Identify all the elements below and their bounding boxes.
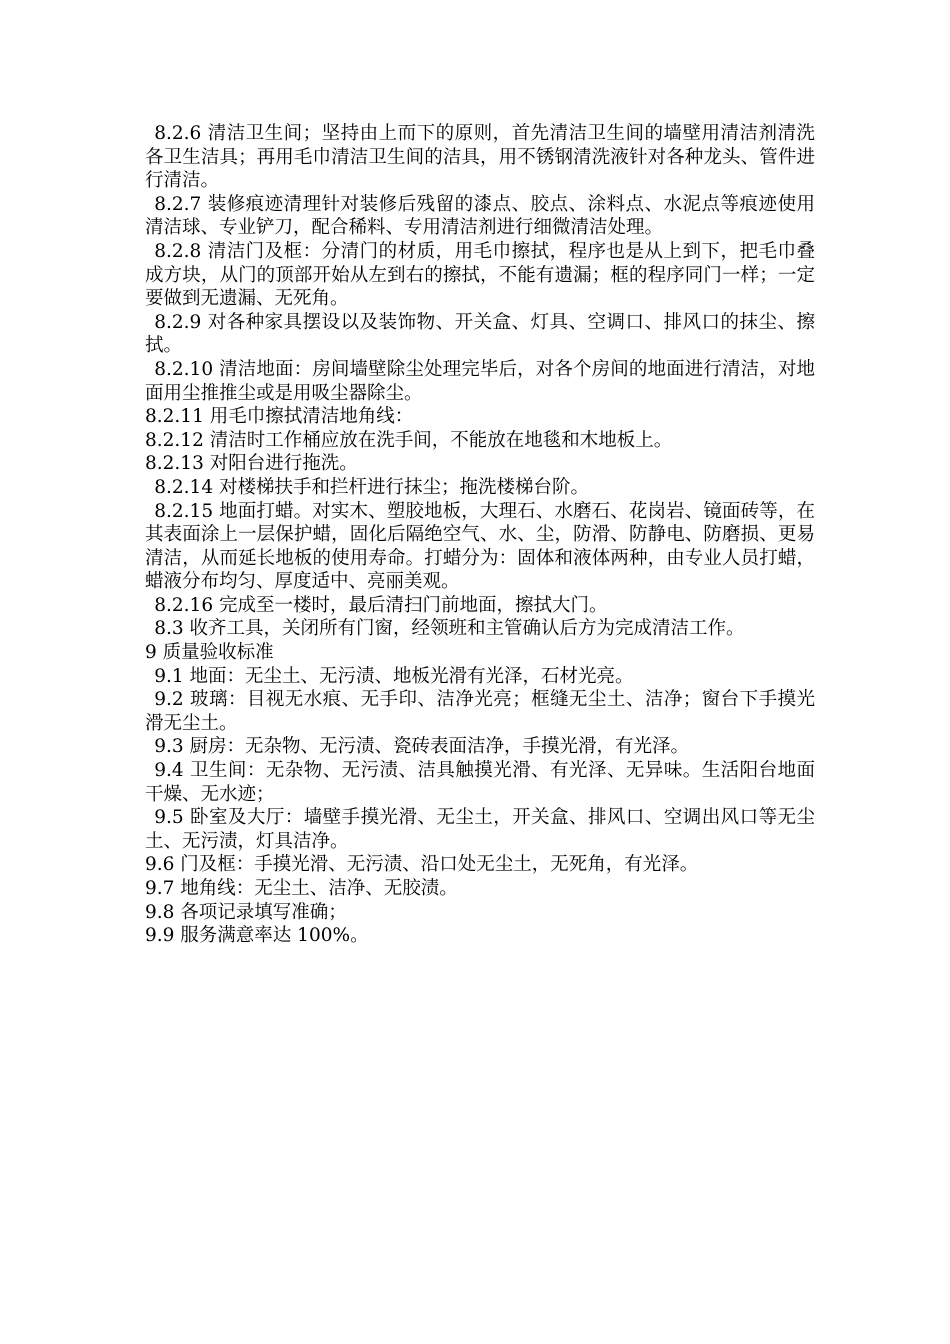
paragraph-9-2: 9.2 玻璃：目视无水痕、无手印、洁净光亮；框缝无尘土、洁净；窗台下手摸光滑无尘土。 <box>145 689 815 734</box>
paragraph-8-2-14: 8.2.14 对楼梯扶手和拦杆进行抹尘；拖洗楼梯台阶。 <box>154 476 589 498</box>
paragraph-9-5: 9.5 卧室及大厅：墙壁手摸光滑、无尘土，开关盒、排风口、空调出风口等无尘土、无污渍，灯具洁净。 <box>145 807 815 852</box>
paragraph-8-2-16: 8.2.16 完成至一楼时，最后清扫门前地面，擦拭大门。 <box>154 594 608 616</box>
paragraph-8-2-11: 8.2.11 用毛巾擦拭清洁地角线： <box>145 406 414 428</box>
paragraph-8-2-10: 8.2.10 清洁地面：房间墙壁除尘处理完毕后，对各个房间的地面进行清洁，对地面用尘推推尘或是用吸尘器除尘。 <box>145 358 815 404</box>
section-heading-9: 9 质量验收标准 <box>145 642 274 664</box>
paragraph-9-6: 9.6 门及框：手摸光滑、无污渍、沿口处无尘土，无死角，有光泽。 <box>145 854 699 876</box>
paragraph-9-7: 9.7 地角线：无尘土、洁净、无胶渍。 <box>145 878 458 899</box>
paragraph-8-2-7: 8.2.7 装修痕迹清理针对装修后残留的漆点、胶点、涂料点、水泥点等痕迹使用清洁球、专业铲刀，配合稀料、专用清洁剂进行细微清洁处理。 <box>145 193 815 239</box>
paragraph-8-2-13: 8.2.13 对阳台进行拖洗。 <box>145 453 358 475</box>
paragraph-8-3: 8.3 收齐工具，关闭所有门窗，经领班和主管确认后方为完成清洁工作。 <box>154 618 745 640</box>
paragraph-9-4: 9.4 卫生间：无杂物、无污渍、洁具触摸光滑、有光泽、无异味。生活阳台地面干燥、无水迹； <box>145 760 815 805</box>
paragraph-9-1: 9.1 地面：无尘土、无污渍、地板光滑有光泽，石材光亮。 <box>154 665 634 687</box>
paragraph-8-2-15: 8.2.15 地面打蜡。对实木、塑胶地板，大理石、水磨石、花岗岩、镜面砖等，在其表面涂上一层保护蜡，固化后隔绝空气、水、尘，防滑、防静电、防磨损、更易清洁，从而延长地板的使用寿命。打蜡分为：固体和液体两种，由专业人员打蜡，蜡液分布均匀、厚度适中、亮丽美观。 <box>145 500 815 593</box>
paragraph-9-8: 9.8 各项记录填写准确； <box>145 901 347 923</box>
paragraph-9-3: 9.3 厨房：无杂物、无污渍、瓷砖表面洁净，手摸光滑，有光泽。 <box>154 736 690 758</box>
paragraph-8-2-8: 8.2.8 清洁门及框：分清门的材质，用毛巾擦拭，程序也是从上到下，把毛巾叠成方块，从门的顶部开始从左到右的擦拭，不能有遗漏；框的程序同门一样；一定要做到无遗漏、无死角。 <box>145 240 815 310</box>
paragraph-8-2-6: 8.2.6 清洁卫生间；坚持由上而下的原则，首先清洁卫生间的墙壁用清洁剂清洗各卫生洁具；再用毛巾清洁卫生间的洁具，用不锈钢清洗液针对各种龙头、管件进行清洁。 <box>145 123 815 192</box>
document-page <box>145 122 815 948</box>
paragraph-8-2-9: 8.2.9 对各种家具摆设以及装饰物、开关盒、灯具、空调口、排风口的抹尘、擦拭。 <box>145 311 815 357</box>
paragraph-9-9: 9.9 服务满意率达 100%。 <box>145 925 369 947</box>
paragraph-8-2-12: 8.2.12 清洁时工作桶应放在洗手间，不能放在地毯和木地板上。 <box>145 429 673 451</box>
